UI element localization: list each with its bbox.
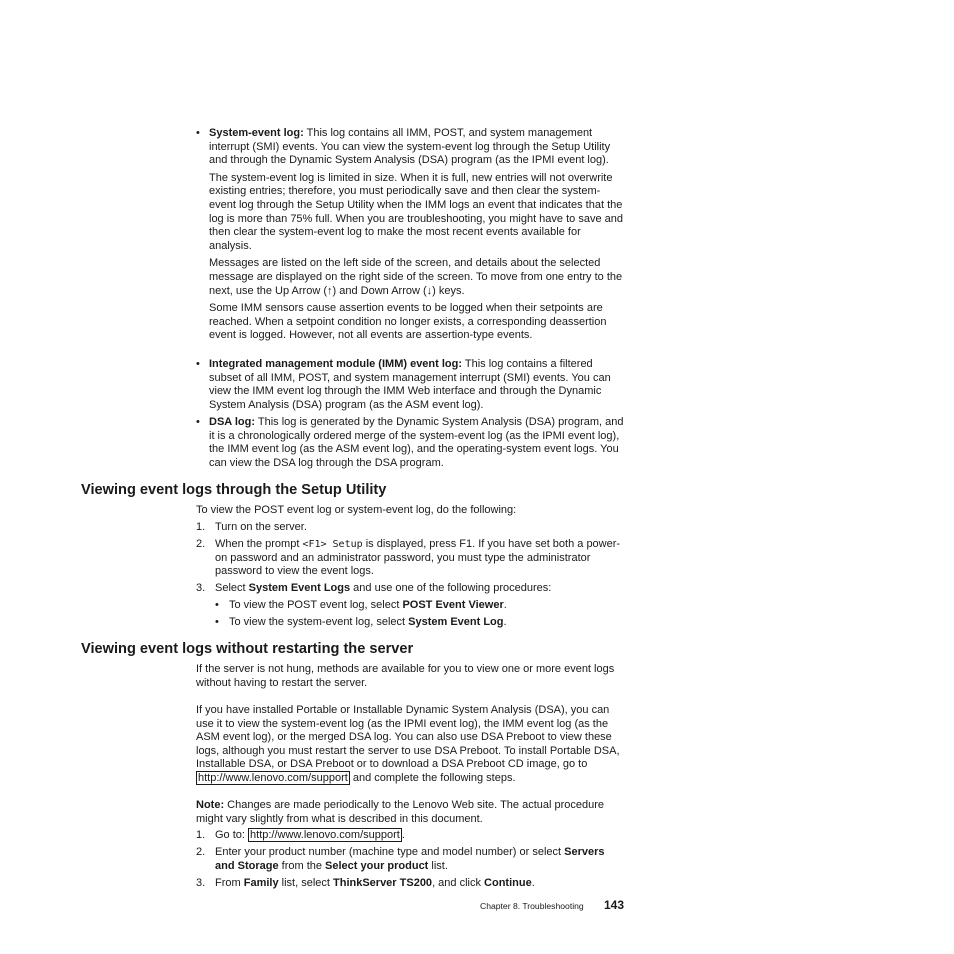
bullet-text: Integrated management module (IMM) event log: This log contains a filtered subset of all IMM, POST, and system management interrupt (SMI) events. You can view the IMM event log through the IMM Web interface and through the Dynamic System Analysis (DSA) program (as the ASM event log). [209, 358, 611, 411]
step-number: 1. [196, 829, 206, 841]
note-paragraph: Note: Changes are made periodically to the Lenovo Web site. The actual procedure might vary slightly from what is described in this document. [196, 799, 605, 825]
bullet-marker: • [196, 416, 200, 428]
bullet-term: DSA log: [209, 416, 256, 428]
bullet-text: System-event log: This log contains all IMM, POST, and system management interrupt (SMI) events. You can view the system-event log through the Setup Utility and through the Dynamic System Analysis (DSA) program (as the IPMI event log). [209, 127, 611, 167]
bullet-paragraph: Messages are listed on the left side of the screen, and details about the selected message are displayed on the right side of the screen. To move from one entry to the next, use the Up Arrow (↑) and Down Arrow (↓) keys. [209, 257, 623, 297]
step-text: When the prompt <F1> Setup is displayed, press F1. If you have set both a power-on password and an administrator password, you must type the administrator password to view the event logs. [215, 538, 621, 578]
step-number: 2. [196, 846, 206, 858]
step-number: 3. [196, 877, 206, 889]
bullet-marker: • [196, 127, 200, 139]
step-text: Go to: http://www.lenovo.com/support . [215, 829, 405, 841]
sub-bullet-text: To view the POST event log, select POST Event Viewer. [229, 599, 507, 611]
section-paragraph: If you have installed Portable or Installable Dynamic System Analysis (DSA), you can use it to view the system-event log (as the IPMI event log), the IMM event log (as the ASM event log), or the merged DSA log. You can also use DSA Preboot to view these logs, although you must restart the server to use DSA Preboot. To install Portable DSA, Installable DSA, or DSA Preboot or to download a DSA Preboot CD image, go to http://www.lenovo.com/support and complete the following steps. [196, 704, 620, 784]
step-number: 3. [196, 582, 206, 594]
bullet-paragraph: The system-event log is limited in size. When it is full, new entries will not overwrite existing entries; therefore, you must periodically save and then clear the system-event log through the Setup Utility when the IMM logs an event that indicates that the log is more than 75% full. When you are troubleshooting, you might have to save and then clear the system-event log to make the most recent events available for analysis. [209, 171, 623, 252]
bullet-term: Integrated management module (IMM) event log: [209, 358, 463, 370]
note-label: Note: [196, 799, 225, 811]
bullet-imm-event-log [196, 358, 626, 412]
page-number: 143 [604, 898, 625, 912]
sub-bullet-text: To view the system-event log, select System Event Log. [229, 616, 507, 628]
bullet-system-event-log [196, 127, 626, 343]
sub-bullet-marker: • [215, 599, 219, 611]
section-intro: To view the POST event log or system-event log, do the following: [196, 504, 517, 516]
lenovo-support-link[interactable]: http://www.lenovo.com/support [198, 771, 348, 784]
step-text: Turn on the server. [215, 521, 307, 533]
bullet-marker: • [196, 358, 200, 370]
bullet-text: DSA log: This log is generated by the Dynamic System Analysis (DSA) program, and it is a chronologically ordered merge of the system-event log (as the IPMI event log), the IMM event log (as the ASM event log), and the operating-system event logs. You can view the DSA log through the DSA program. [209, 416, 624, 469]
step-text: Select System Event Logs and use one of the following procedures: [215, 582, 552, 594]
step-text: Enter your product number (machine type and model number) or select Servers and Storage from the Select your product list. [215, 846, 605, 872]
step-text: From Family list, select ThinkServer TS200, and click Continue. [215, 877, 535, 889]
bullet-dsa-log [196, 416, 626, 470]
section-paragraph: If the server is not hung, methods are available for you to view one or more event logs without having to restart the server. [196, 663, 615, 689]
section-heading-without-restarting: Viewing event logs without restarting the server [81, 641, 414, 657]
lenovo-support-link[interactable]: http://www.lenovo.com/support [250, 829, 400, 841]
section-heading-setup-utility: Viewing event logs through the Setup Utility [81, 482, 387, 498]
footer-chapter: Chapter 8. Troubleshooting [480, 901, 584, 911]
bullet-term: System-event log: [209, 127, 304, 139]
sub-bullet-marker: • [215, 616, 219, 628]
step-number: 2. [196, 538, 206, 550]
bullet-paragraph: Some IMM sensors cause assertion events to be logged when their setpoints are reached. When a setpoint condition no longer exists, a corresponding deassertion event is logged. However, not all events are assertion-type events. [209, 302, 607, 342]
step-number: 1. [196, 521, 206, 533]
key-prompt-code: <F1> Setup [302, 539, 363, 550]
